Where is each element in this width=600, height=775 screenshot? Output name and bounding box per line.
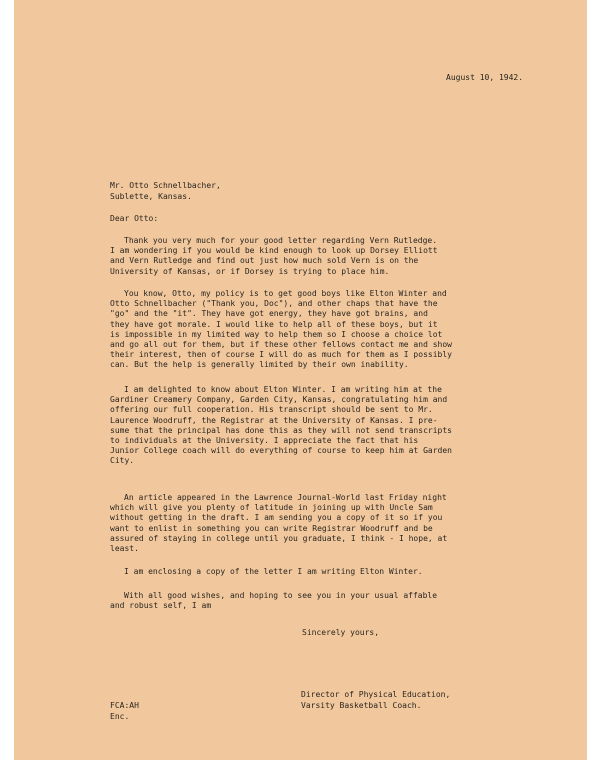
typist-initials: FCA:AH xyxy=(110,701,139,710)
signature-title-2: Varsity Basketball Coach. xyxy=(301,701,422,710)
closing: Sincerely yours, xyxy=(302,628,380,637)
body-paragraph-4: An article appeared in the Lawrence Journal-World last Friday night which will give you plenty of latitude in joining up with Uncle Sam without getting in the draft. I am sending you a copy of it so if you want to enlist in something you can write Registrar Woodruff and be assured of staying in college until you graduate, I think - I hope, at least. xyxy=(110,493,448,554)
salutation: Dear Otto: xyxy=(110,214,159,223)
body-paragraph-5: I am enclosing a copy of the letter I am writing Elton Winter. xyxy=(124,567,423,576)
signature-title-1: Director of Physical Education, xyxy=(301,690,451,699)
enclosure-note: Enc. xyxy=(110,712,130,721)
body-paragraph-2: You know, Otto, my policy is to get good boys like Elton Winter and Otto Schnellbacher ("Thank you, Doc"), and other chaps that have the "go" and the "it". They have got energy, they have got brains, and they have got morale. I would like to help all of these boys, but it is impossible in my limited way to help them so I choose a choice lot and go all out for them, but if these other fellows contact me and show their interest, then of course I will do as much for them as I possibly can. But the help is generally limited by their own inability. xyxy=(110,289,452,370)
letter-date: August 10, 1942. xyxy=(446,73,524,82)
recipient-name: Mr. Otto Schnellbacher, xyxy=(110,181,221,190)
body-paragraph-6: With all good wishes, and hoping to see you in your usual affable and robust self, I am xyxy=(110,591,438,611)
recipient-location: Sublette, Kansas. xyxy=(110,192,192,201)
body-paragraph-3: I am delighted to know about Elton Winter. I am writing him at the Gardiner Creamery Company, Garden City, Kansas, congratulating him and offering our full cooperation. His transcript should be sent to Mr. Laurence Woodruff, the Registrar at the University of Kansas. I pre- sume that the principal has done this as they will not send transcripts to individuals at the University. I appreciate the fact that his Junior College coach will do everything of course to keep him at Garden City. xyxy=(110,385,452,466)
letter-page xyxy=(14,0,587,760)
body-paragraph-1: Thank you very much for your good letter regarding Vern Rutledge. I am wondering if you would be kind enough to look up Dorsey Elliott and Vern Rutledge and find out just how much sold Vern is on the University of Kansas, or if Dorsey is trying to place him. xyxy=(110,236,438,276)
